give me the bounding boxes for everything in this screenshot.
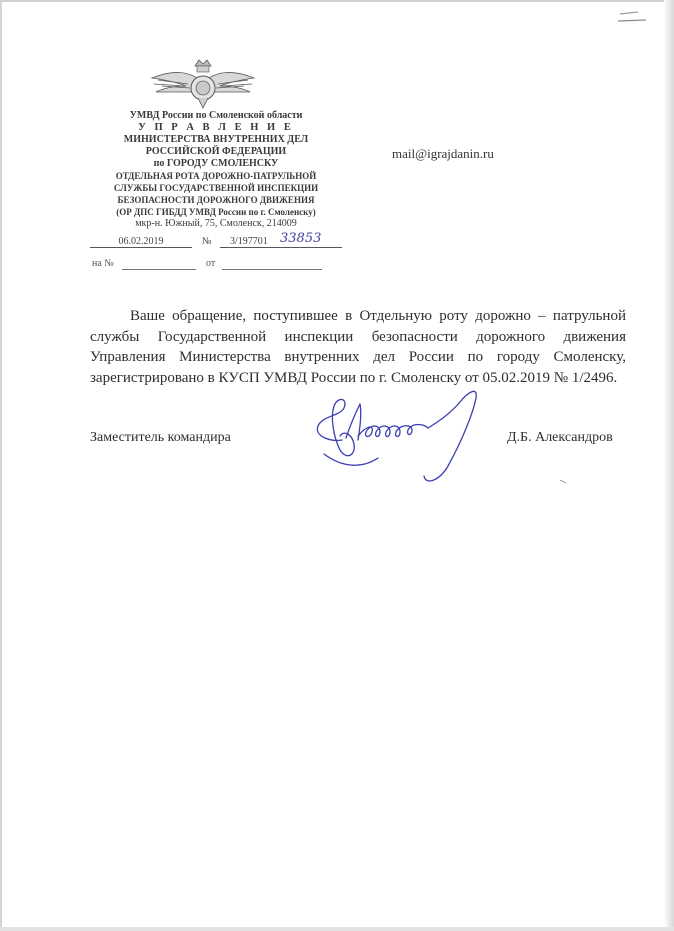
letterhead (84, 110, 348, 230)
recipient-email: mail@igrajdanin.ru (392, 146, 494, 161)
scan-marks (616, 8, 656, 26)
registration-number: 3/197701 (220, 236, 342, 248)
signatory-title: Заместитель командира (90, 430, 231, 445)
letterhead-line: ОТДЕЛЬНАЯ РОТА ДОРОЖНО-ПАТРУЛЬНОЙ (115, 171, 317, 181)
scan-border-right (664, 0, 674, 931)
emblem-icon (148, 52, 258, 112)
registration-number-label: № (202, 236, 212, 247)
scan-speck (560, 480, 566, 483)
letterhead-line: РОССИЙСКОЙ ФЕДЕРАЦИИ (145, 146, 287, 157)
letterhead-line: УМВД России по Смоленской области (129, 110, 303, 121)
letterhead-line: БЕЗОПАСНОСТИ ДОРОЖНОГО ДВИЖЕНИЯ (117, 195, 315, 205)
reference-date-line (222, 269, 322, 270)
scan-border-bottom (0, 927, 674, 931)
letterhead-line: У П Р А В Л Е Н И Е (138, 122, 294, 133)
registration-date: 06.02.2019 (90, 236, 192, 248)
reference-number-label: на № (92, 258, 114, 269)
signature-icon (300, 378, 500, 488)
scan-border-top (0, 0, 674, 2)
signatory-name: Д.Б. Александров (507, 430, 613, 445)
registration-row (90, 231, 350, 252)
letterhead-line: по ГОРОДУ СМОЛЕНСКУ (153, 158, 279, 169)
letterhead-address: мкр-н. Южный, 75, Смоленск, 214009 (135, 218, 297, 229)
reference-row (92, 258, 332, 274)
letterhead-line: (ОР ДПС ГИБДД УМВД России по г. Смоленску) (116, 207, 316, 217)
letterhead-line: СЛУЖБЫ ГОСУДАРСТВЕННОЙ ИНСПЕКЦИИ (113, 183, 319, 193)
letterhead-line: МИНИСТЕРСТВА ВНУТРЕННИХ ДЕЛ (123, 134, 309, 145)
scan-border-left (0, 0, 2, 931)
reference-date-label: от (206, 258, 216, 269)
registration-number-handwritten: 33853 (280, 231, 322, 246)
reference-number-line (122, 269, 196, 270)
letter-body: Ваше обращение, поступившее в Отдельную роту дорожно – патрульной службы Государственной инспекции безопасности дорожного движения Управления Министерства внутренних дел России по городу Смоленску, зарегистрировано в КУСП УМВД России по г. Смоленску от 05.02.2019 № 1/2496. (90, 308, 626, 386)
